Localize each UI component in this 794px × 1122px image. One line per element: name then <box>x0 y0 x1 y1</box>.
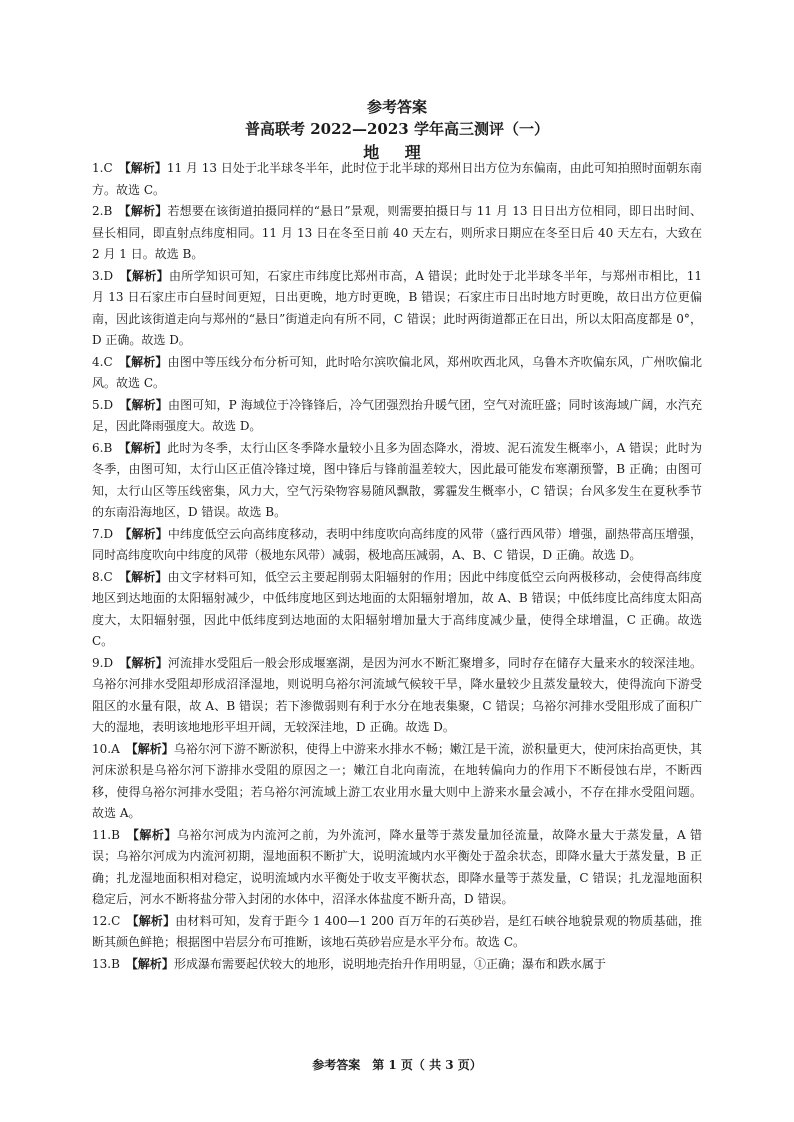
page-title: 参考答案 <box>366 98 427 116</box>
analysis-tag: 【解析】 <box>131 741 174 756</box>
analysis-tag: 【解析】 <box>124 440 168 455</box>
answer-number: 9.D <box>92 655 114 670</box>
answer-item <box>92 524 702 567</box>
answer-text: 此时为冬季，太行山区冬季降水量较小且多为固态降水，滑坡、泥石流发生概率小，A 错误；此时为冬季，由图可知，太行山区正值冷锋过境，图中锋后与锋前温差较大，因此最可能发布寒潮预警，B 正确；由图可知，太行山区等压线密集，风力大，空气污染物容易随风飘散，雾霾发生概率小，C 错误；台风多发生在夏秋季节的东南沿海地区，D 错误。故选 B。 <box>92 440 702 519</box>
answer-text: 若想要在该街道拍摄同样的“悬日”景观，则需要拍摄日与 11 月 13 日日出方位相同，即日出时间、昼长相同，即直射点纬度相同。11 月 13 日在冬至日前 40 天左右，则所求日期应在冬至日后 40 天左右，大致在 2 月 1 日。故选 B。 <box>92 204 702 261</box>
answer-text: 由所学知识可知，石家庄市纬度比郑州市高，A 错误；此时处于北半球冬半年，与郑州市相比，11 月 13 日石家庄市白昼时间更短，日出更晚，地方时更晚，B 错误；石家庄市日出时地方时更晚，故日出方位更偏南，因此该街道走向与郑州的“悬日”街道走向有所不同，C 错误；此时两街道都正在日出，所以太阳高度都是 0°，D 正确。故选 D。 <box>92 268 702 347</box>
answer-item <box>92 266 702 352</box>
analysis-tag: 【解析】 <box>125 268 169 283</box>
answer-number: 11.B <box>92 827 120 842</box>
analysis-tag: 【解析】 <box>124 161 167 175</box>
analysis-tag: 【解析】 <box>132 913 176 928</box>
analysis-tag: 【解析】 <box>124 569 168 584</box>
answer-item <box>92 201 702 266</box>
answer-number: 7.D <box>92 526 114 541</box>
page-footer: 参考答案 第 1 页（ 共 3 页） <box>312 1058 482 1072</box>
answer-number: 5.D <box>92 397 114 412</box>
analysis-tag: 【解析】 <box>125 397 168 412</box>
answer-number: 6.B <box>92 440 113 455</box>
answer-number: 4.C <box>92 354 113 369</box>
answer-text: 河流排水受阻后一般会形成堰塞湖，是因为河水不断汇聚增多，同时存在储存大量来水的较深洼地。乌裕尔河排水受阻却形成沼泽湿地，则说明乌裕尔河流域气候较干旱，降水量较少且蒸发量较大，使得流向下游受阻区的水量有限，故 A、B 错误；若下渗微弱则有利于水分在地表集聚，C 错误；乌裕尔河排水受阻形成了面积广大的湿地，表明该地地形平坦开阔，无较深洼地，D 正确。故选 D。 <box>92 655 702 734</box>
answer-text: 乌裕尔河成为内流河之前，为外流河，降水量等于蒸发量加径流量，故降水量大于蒸发量，A 错误；乌裕尔河成为内流河初期，湿地面积不断扩大，说明流域内水平衡处于盈余状态，即降水量大于蒸发量，B 正确；扎龙湿地面积相对稳定，说明流域内水平衡处于收支平衡状态，即降水量等于蒸发量，C 错误；扎龙湿地面积稳定后，河水不断将盐分带入封闭的水体中，沼泽水体盐度不断升高，D 错误。 <box>92 827 702 906</box>
answer-item <box>92 911 702 954</box>
analysis-tag: 【解析】 <box>125 655 168 670</box>
answer-text: 由图可知，P 海域位于冷锋锋后，冷气团强烈抬升暖气团，空气对流旺盛；同时该海域广阔，水汽充足，因此降雨强度大。故选 D。 <box>92 397 702 433</box>
answer-text: 乌裕尔河下游不断淤积，使得上中游来水排水不畅；嫩江是干流，淤积量更大，使河床抬高更快，其河床淤积是乌裕尔河下游排水受阻的原因之一；嫩江自北向南流，在地转偏向力的作用下不断侵蚀右岸，不断西移，使得乌裕尔河排水受阻；若乌裕尔河流域上游工农业用水量大则中上游来水量会减小，不存在排水受阻问题。故选 A。 <box>92 741 702 820</box>
analysis-tag: 【解析】 <box>124 354 168 369</box>
answer-text: 11 月 13 日处于北半球冬半年，此时位于北半球的郑州日出方位为东偏南，由此可知拍照时面朝东南方。故选 C。 <box>92 161 702 197</box>
answer-item <box>92 567 702 653</box>
answer-item <box>92 739 702 825</box>
answer-item <box>92 352 702 395</box>
answer-text: 中纬度低空云向高纬度移动，表明中纬度吹向高纬度的风带（盛行西风带）增强，副热带高压增强，同时高纬度吹向中纬度的风带（极地东风带）减弱，极地高压减弱，A、B、C 错误，D 正确。故选 D。 <box>92 526 702 562</box>
answer-text: 由文字材料可知，低空云主要起削弱太阳辐射的作用；因此中纬度低空云向两极移动，会使得高纬度地区到达地面的太阳辐射减少，中低纬度地区到达地面的太阳辐射增加，故 A、B 错误；中低纬度比高纬度太阳高度大，太阳辐射强，因此中低纬度到达地面的太阳辐射增加量大于高纬度减少量，使得全球增温，C 正确。故选 C。 <box>92 569 702 648</box>
answer-item <box>92 158 702 201</box>
answer-text: 由材料可知，发育于距今 1 400—1 200 百万年的石英砂岩，是红石峡谷地貌景观的物质基础，推断其颜色鲜艳；根据图中岩层分布可推断，该地石英砂岩应是水平分布。故选 C。 <box>92 913 702 949</box>
analysis-tag: 【解析】 <box>131 956 174 971</box>
answer-number: 8.C <box>92 569 113 584</box>
answers-list <box>92 158 702 975</box>
answer-number: 10.A <box>92 741 120 756</box>
answer-item <box>92 395 702 438</box>
answer-item <box>92 825 702 911</box>
answer-number: 12.C <box>92 913 121 928</box>
exam-subtitle: 普高联考 2022—2023 学年高三测评（一） <box>245 120 549 138</box>
answer-number: 13.B <box>92 956 120 971</box>
subject-heading: 地 理 <box>363 143 431 162</box>
analysis-tag: 【解析】 <box>125 526 168 541</box>
answer-number: 3.D <box>92 268 114 283</box>
answer-item <box>92 653 702 739</box>
answer-number: 1.C <box>92 161 113 175</box>
answer-text: 形成瀑布需要起伏较大的地形，说明地壳抬升作用明显，①正确；瀑布和跌水属于 <box>173 956 606 971</box>
analysis-tag: 【解析】 <box>132 827 177 842</box>
answer-item <box>92 954 702 976</box>
analysis-tag: 【解析】 <box>124 204 168 218</box>
answer-text: 由图中等压线分布分析可知，此时哈尔滨吹偏北风，郑州吹西北风，乌鲁木齐吹偏东风，广州吹偏北风。故选 C。 <box>92 354 702 390</box>
answer-number: 2.B <box>92 204 113 218</box>
answer-item <box>92 438 702 524</box>
